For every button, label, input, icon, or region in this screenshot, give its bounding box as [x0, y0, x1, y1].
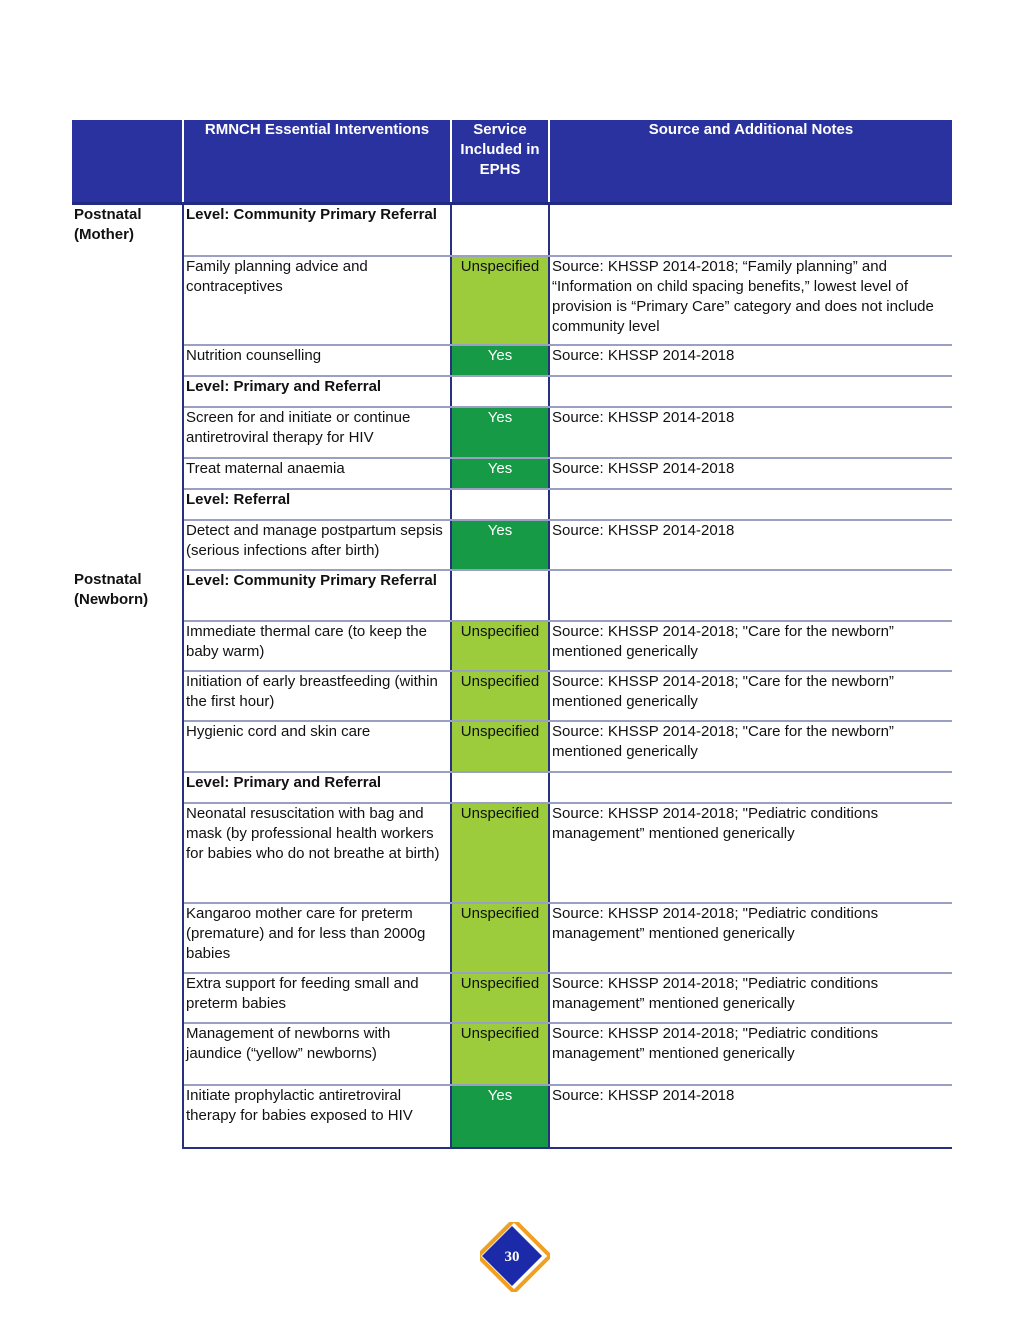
table-row [72, 1085, 952, 1148]
table-row [72, 204, 952, 256]
service-cell [451, 489, 549, 520]
service-status-unspecified: Unspecified [451, 671, 549, 721]
service-status-yes: Yes [451, 520, 549, 570]
note-cell [549, 570, 952, 621]
note-cell: Source: KHSSP 2014-2018; "Pediatric conditions management” mentioned generically [549, 1023, 952, 1085]
service-cell [451, 570, 549, 621]
header-service-included: Service Included in EPHS [451, 120, 549, 204]
intervention-cell: Nutrition counselling [183, 345, 451, 376]
intervention-cell: Extra support for feeding small and preterm babies [183, 973, 451, 1023]
service-status-unspecified: Unspecified [451, 973, 549, 1023]
table-row [72, 489, 952, 520]
table-row [72, 570, 952, 621]
note-cell: Source: KHSSP 2014-2018; "Care for the newborn” mentioned generically [549, 721, 952, 772]
table-row [72, 520, 952, 570]
service-cell [451, 772, 549, 803]
table-row [72, 671, 952, 721]
service-status-yes: Yes [451, 1085, 549, 1148]
level-heading: Level: Primary and Referral [183, 772, 451, 803]
service-status-unspecified: Unspecified [451, 621, 549, 671]
header-interventions: RMNCH Essential Interventions [183, 120, 451, 204]
note-cell: Source: KHSSP 2014-2018 [549, 458, 952, 489]
table-row [72, 621, 952, 671]
interventions-table [72, 120, 952, 1149]
intervention-cell: Family planning advice and contraceptives [183, 256, 451, 345]
intervention-cell: Treat maternal anaemia [183, 458, 451, 489]
note-cell: Source: KHSSP 2014-2018 [549, 1085, 952, 1148]
service-status-yes: Yes [451, 345, 549, 376]
intervention-cell: Hygienic cord and skin care [183, 721, 451, 772]
intervention-cell: Immediate thermal care (to keep the baby warm) [183, 621, 451, 671]
level-heading: Level: Primary and Referral [183, 376, 451, 407]
intervention-cell: Initiation of early breastfeeding (within the first hour) [183, 671, 451, 721]
note-cell: Source: KHSSP 2014-2018; "Care for the newborn” mentioned generically [549, 671, 952, 721]
service-status-yes: Yes [451, 458, 549, 489]
intervention-cell: Management of newborns with jaundice (“yellow” newborns) [183, 1023, 451, 1085]
table-row [72, 1023, 952, 1085]
note-cell [549, 204, 952, 256]
service-status-unspecified: Unspecified [451, 903, 549, 973]
table-row [72, 721, 952, 772]
service-cell [451, 376, 549, 407]
page-number-badge [480, 1222, 550, 1292]
note-cell: Source: KHSSP 2014-2018 [549, 345, 952, 376]
intervention-cell: Detect and manage postpartum sepsis (serious infections after birth) [183, 520, 451, 570]
service-status-unspecified: Unspecified [451, 256, 549, 345]
service-status-unspecified: Unspecified [451, 1023, 549, 1085]
note-cell [549, 376, 952, 407]
table-row [72, 345, 952, 376]
level-heading: Level: Community Primary Referral [183, 570, 451, 621]
service-status-yes: Yes [451, 407, 549, 458]
note-cell: Source: KHSSP 2014-2018; "Pediatric conditions management” mentioned generically [549, 903, 952, 973]
note-cell: Source: KHSSP 2014-2018; "Pediatric conditions management” mentioned generically [549, 973, 952, 1023]
level-heading: Level: Referral [183, 489, 451, 520]
note-cell: Source: KHSSP 2014-2018; "Care for the newborn” mentioned generically [549, 621, 952, 671]
header-group-cell [72, 120, 183, 204]
table-header-row [72, 120, 952, 204]
group-label-mother: Postnatal (Mother) [72, 204, 183, 570]
group-label-newborn: Postnatal (Newborn) [72, 570, 183, 1148]
intervention-cell: Neonatal resuscitation with bag and mask (by professional health workers for babies who do not breathe at birth) [183, 803, 451, 903]
intervention-cell: Initiate prophylactic antiretroviral therapy for babies exposed to HIV [183, 1085, 451, 1148]
table-row [72, 973, 952, 1023]
service-status-unspecified: Unspecified [451, 721, 549, 772]
table-row [72, 803, 952, 903]
page-number: 30 [504, 1249, 520, 1265]
level-heading: Level: Community Primary Referral [183, 204, 451, 256]
note-cell [549, 772, 952, 803]
note-cell: Source: KHSSP 2014-2018 [549, 520, 952, 570]
header-source-notes: Source and Additional Notes [549, 120, 952, 204]
note-cell [549, 489, 952, 520]
table-row [72, 903, 952, 973]
intervention-cell: Screen for and initiate or continue antiretroviral therapy for HIV [183, 407, 451, 458]
intervention-cell: Kangaroo mother care for preterm (premature) and for less than 2000g babies [183, 903, 451, 973]
table-row [72, 772, 952, 803]
service-status-unspecified: Unspecified [451, 803, 549, 903]
table-row [72, 376, 952, 407]
note-cell: Source: KHSSP 2014-2018; “Family planning” and “Information on child spacing benefits,” lowest level of provision is “Primary Care” category and does not include community level [549, 256, 952, 345]
note-cell: Source: KHSSP 2014-2018; "Pediatric conditions management” mentioned generically [549, 803, 952, 903]
note-cell: Source: KHSSP 2014-2018 [549, 407, 952, 458]
table-row [72, 458, 952, 489]
table-row [72, 407, 952, 458]
table-row [72, 256, 952, 345]
service-cell [451, 204, 549, 256]
